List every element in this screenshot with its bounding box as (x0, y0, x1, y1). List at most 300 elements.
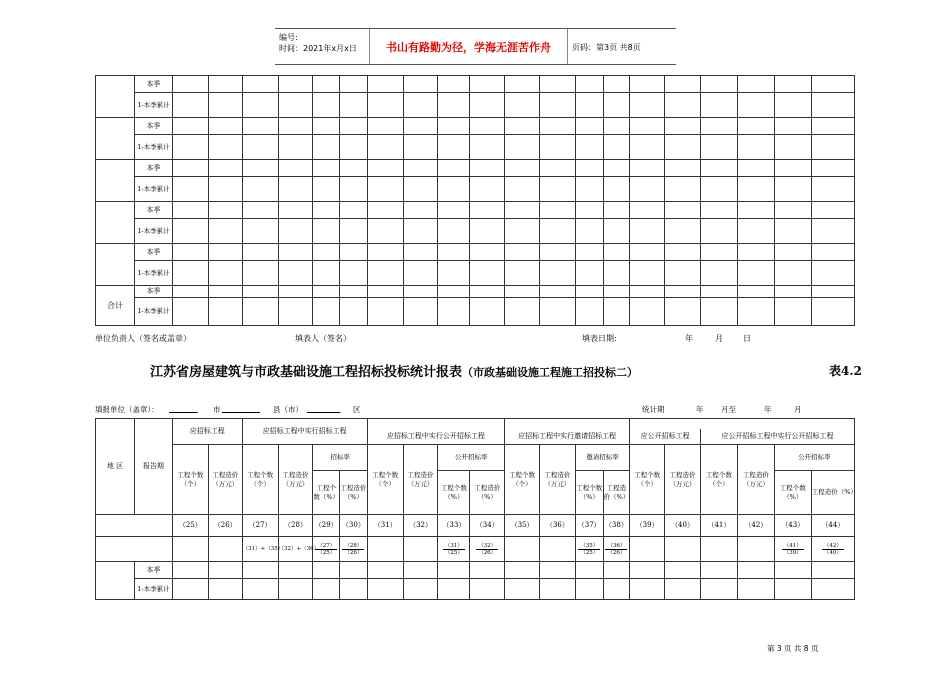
data-cell (367, 177, 403, 202)
data-cell (172, 286, 208, 298)
data-cell (811, 562, 854, 579)
empty-cell (403, 537, 438, 562)
data-cell (278, 579, 313, 600)
data-cell (313, 160, 340, 177)
data-cell (505, 135, 540, 160)
data-cell (470, 202, 505, 219)
data-cell (403, 261, 438, 286)
data-cell (505, 93, 540, 118)
empty-cell (665, 537, 701, 562)
data-cell (811, 135, 854, 160)
data-cell (811, 202, 854, 219)
data-cell (172, 298, 208, 326)
period-this-quarter: 本季 (134, 76, 172, 93)
data-cell (208, 202, 242, 219)
data-cell (774, 177, 811, 202)
data-cell (575, 579, 603, 600)
data-cell (242, 202, 278, 219)
fill-unit: 填报单位（盖章）： (95, 405, 159, 414)
data-cell (470, 135, 505, 160)
data-cell (575, 93, 603, 118)
report-period-header: 报告期 (134, 419, 172, 515)
data-cell (242, 118, 278, 135)
data-cell (340, 76, 368, 93)
data-cell (208, 579, 242, 600)
region-header: 地 区 (96, 419, 135, 515)
col41-header: 工程个数（个） (700, 445, 737, 515)
top-row-cumulative (96, 177, 855, 202)
data-cell (470, 298, 505, 326)
column-code: （43） (774, 515, 811, 537)
data-cell (774, 219, 811, 244)
data-cell (403, 76, 438, 93)
period-cumulative: 1-本季累计 (134, 261, 172, 286)
data-cell (340, 93, 368, 118)
data-cell (539, 286, 575, 298)
page-title (150, 361, 638, 380)
data-cell (630, 219, 665, 244)
data-cell (438, 135, 470, 160)
data-cell (774, 562, 811, 579)
data-cell (539, 219, 575, 244)
col38-header: 工程造价（%） (603, 471, 630, 515)
data-cell (505, 244, 540, 261)
frac-bottom: （25） (444, 549, 463, 556)
code-row-blank (96, 515, 173, 537)
data-cell (539, 298, 575, 326)
header-page: 页码：第3页 共8页 (572, 43, 641, 52)
period-cumulative: 1-本季累计 (134, 93, 172, 118)
frac-bottom: （26） (478, 549, 497, 556)
region-cell (96, 562, 135, 600)
period-this-quarter: 本季 (134, 286, 172, 298)
data-cell (208, 160, 242, 177)
data-cell (630, 135, 665, 160)
data-cell (470, 177, 505, 202)
data-cell (630, 93, 665, 118)
data-cell (313, 219, 340, 244)
data-cell (242, 244, 278, 261)
data-cell (575, 562, 603, 579)
empty-cell (539, 537, 575, 562)
data-cell (242, 160, 278, 177)
data-cell (774, 579, 811, 600)
fraction-33 (438, 537, 470, 562)
data-cell (438, 286, 470, 298)
data-cell (774, 76, 811, 93)
data-cell (367, 76, 403, 93)
data-cell (505, 562, 540, 579)
data-cell (313, 76, 340, 93)
data-cell (811, 177, 854, 202)
data-cell (340, 579, 368, 600)
data-cell (539, 177, 575, 202)
data-cell (470, 244, 505, 261)
data-cell (172, 93, 208, 118)
data-cell (438, 202, 470, 219)
period-cumulative: 1-本季累计 (134, 298, 172, 326)
data-cell (630, 76, 665, 93)
main-table (95, 418, 855, 600)
data-cell (505, 202, 540, 219)
data-cell (208, 118, 242, 135)
unit-head-label: 单位负责人（签名或盖章） (95, 334, 191, 343)
frac-top: （28） (344, 542, 363, 549)
data-cell (403, 202, 438, 219)
data-cell (700, 286, 737, 298)
period-this-quarter: 本季 (134, 118, 172, 135)
data-cell (278, 261, 313, 286)
group-open-bid-spacer (367, 419, 504, 429)
data-cell (470, 118, 505, 135)
data-cell (665, 93, 701, 118)
data-cell (603, 562, 630, 579)
column-code: （33） (438, 515, 470, 537)
data-cell (700, 219, 737, 244)
data-cell (172, 579, 208, 600)
frac-top: （27） (317, 542, 336, 549)
formula-28: （32）+（36） (278, 537, 313, 562)
fill-county: 县（市） (273, 405, 303, 414)
empty-cell (700, 537, 737, 562)
data-cell (172, 135, 208, 160)
data-cell (665, 244, 701, 261)
group-invite-bid: 应招标工程中实行邀请招标工程 (505, 429, 630, 445)
data-cell (603, 93, 630, 118)
data-cell (603, 298, 630, 326)
data-cell (172, 76, 208, 93)
column-code: （28） (278, 515, 313, 537)
region-cell (96, 118, 135, 160)
data-cell (575, 219, 603, 244)
data-cell (278, 244, 313, 261)
group-should-bid: 应招标工程 (172, 419, 242, 445)
column-code: （25） (172, 515, 208, 537)
data-cell (367, 202, 403, 219)
top-row-cumulative (96, 135, 855, 160)
data-cell (505, 261, 540, 286)
data-cell (603, 76, 630, 93)
page-footer: 第 3 页 共 8 页 (767, 644, 819, 653)
data-cell (438, 93, 470, 118)
data-cell (403, 219, 438, 244)
fill-district: 区 (353, 405, 361, 414)
fill-blank-1 (169, 404, 198, 413)
data-cell (313, 177, 340, 202)
column-code: （41） (700, 515, 737, 537)
col31-header: 工程个数（个） (367, 445, 403, 515)
fill-month: 月 (794, 405, 802, 414)
col25-header: 工程个数（个） (172, 445, 208, 515)
data-cell (278, 562, 313, 579)
data-cell (313, 135, 340, 160)
period-this-quarter: 本季 (134, 244, 172, 261)
data-cell (774, 118, 811, 135)
data-cell (539, 202, 575, 219)
data-cell (313, 261, 340, 286)
data-cell (278, 76, 313, 93)
data-cell (665, 579, 701, 600)
data-cell (403, 135, 438, 160)
data-cell (242, 579, 278, 600)
data-cell (811, 160, 854, 177)
data-cell (278, 286, 313, 298)
col44-header: 工程造价（%） (811, 471, 854, 515)
data-cell (700, 261, 737, 286)
region-cell (96, 76, 135, 118)
data-cell (630, 202, 665, 219)
rate-header: 招标率 (313, 445, 367, 471)
data-cell (737, 135, 774, 160)
data-cell (242, 76, 278, 93)
data-cell (811, 579, 854, 600)
data-cell (367, 261, 403, 286)
date-month: 月 (715, 334, 723, 343)
data-cell (603, 202, 630, 219)
data-cell (403, 93, 438, 118)
data-cell (630, 160, 665, 177)
column-code: （31） (367, 515, 403, 537)
top-row-cumulative (96, 261, 855, 286)
data-cell (403, 286, 438, 298)
page-header (275, 28, 676, 65)
data-cell (811, 76, 854, 93)
period-this-quarter: 本季 (134, 562, 172, 579)
data-cell (278, 202, 313, 219)
group-invite-bid-spacer (505, 419, 630, 429)
signature-line (95, 333, 855, 345)
data-cell (367, 298, 403, 326)
data-cell (737, 219, 774, 244)
data-cell (737, 118, 774, 135)
data-cell (700, 579, 737, 600)
fraction-37 (575, 537, 603, 562)
top-row-cumulative (96, 93, 855, 118)
fill-year2: 年 (764, 405, 772, 414)
period-cumulative: 1-本季累计 (134, 135, 172, 160)
data-cell (665, 261, 701, 286)
data-cell (539, 160, 575, 177)
data-cell (665, 286, 701, 298)
data-cell (505, 219, 540, 244)
data-cell (630, 562, 665, 579)
data-cell (665, 202, 701, 219)
column-code: （38） (603, 515, 630, 537)
data-cell (811, 286, 854, 298)
data-cell (172, 160, 208, 177)
top-row-cumulative (96, 219, 855, 244)
header-motto: 书山有路勤为径，学海无涯苦作舟 (370, 29, 568, 64)
title-main: 江苏省房屋建筑与市政基础设施工程招标投标统计报表 (150, 365, 463, 380)
data-cell (665, 562, 701, 579)
top-table (95, 75, 855, 326)
col26-header: 工程造价（万元） (208, 445, 242, 515)
data-cell (208, 177, 242, 202)
data-cell (700, 118, 737, 135)
data-cell (737, 261, 774, 286)
data-cell (340, 261, 368, 286)
data-cell (737, 244, 774, 261)
data-cell (665, 76, 701, 93)
period-cumulative: 1-本季累计 (134, 579, 172, 600)
data-cell (665, 135, 701, 160)
data-cell (367, 135, 403, 160)
data-cell (811, 118, 854, 135)
data-cell (575, 286, 603, 298)
data-cell (438, 219, 470, 244)
col28-header: 工程造价（万元） (278, 445, 313, 515)
data-cell (313, 244, 340, 261)
data-cell (470, 579, 505, 600)
data-cell (737, 202, 774, 219)
data-cell (774, 135, 811, 160)
period-this-quarter: 本季 (134, 202, 172, 219)
data-cell (340, 244, 368, 261)
region-cell: 合计 (96, 286, 135, 326)
data-cell (505, 286, 540, 298)
empty-cell (630, 537, 665, 562)
data-cell (438, 244, 470, 261)
data-cell (603, 135, 630, 160)
frac-bottom: （25） (317, 549, 336, 556)
data-cell (403, 244, 438, 261)
data-cell (575, 177, 603, 202)
data-cell (665, 160, 701, 177)
fill-year: 年 (696, 405, 704, 414)
data-cell (403, 298, 438, 326)
data-cell (737, 93, 774, 118)
column-code: （27） (242, 515, 278, 537)
data-cell (208, 562, 242, 579)
data-cell (470, 219, 505, 244)
data-cell (278, 160, 313, 177)
column-code: （34） (470, 515, 505, 537)
data-cell (313, 562, 340, 579)
col30-header: 工程造价（%） (340, 471, 368, 515)
data-cell (575, 298, 603, 326)
data-cell (700, 562, 737, 579)
open-rate-header-2: 公开招标率 (774, 445, 854, 471)
column-code: （32） (403, 515, 438, 537)
fraction-29 (313, 537, 340, 562)
data-cell (470, 261, 505, 286)
frac-top: （42） (823, 542, 842, 549)
data-cell (172, 219, 208, 244)
data-cell (737, 298, 774, 326)
data-cell (603, 160, 630, 177)
data-cell (278, 177, 313, 202)
data-cell (313, 202, 340, 219)
data-cell (172, 244, 208, 261)
data-cell (539, 118, 575, 135)
data-cell (278, 219, 313, 244)
data-cell (630, 244, 665, 261)
column-code: （29） (313, 515, 340, 537)
fraction-44 (811, 537, 854, 562)
data-cell (208, 286, 242, 298)
data-cell (172, 261, 208, 286)
frac-top: （41） (783, 542, 802, 549)
data-cell (242, 298, 278, 326)
data-cell (340, 286, 368, 298)
data-cell (470, 562, 505, 579)
data-cell (539, 261, 575, 286)
date-day: 日 (743, 334, 751, 343)
group-should-open-spacer (630, 419, 855, 429)
col42-header: 工程造价（万元） (737, 445, 774, 515)
data-cell (172, 562, 208, 579)
data-cell (737, 177, 774, 202)
data-cell (242, 562, 278, 579)
data-cell (575, 202, 603, 219)
filler-label: 填表人（签名） (295, 334, 351, 343)
data-cell (603, 219, 630, 244)
table-number: 表4.2 (829, 364, 862, 378)
data-cell (470, 93, 505, 118)
data-cell (630, 298, 665, 326)
data-cell (700, 135, 737, 160)
data-cell (539, 579, 575, 600)
data-cell (403, 160, 438, 177)
data-cell (630, 177, 665, 202)
data-cell (313, 118, 340, 135)
data-cell (367, 219, 403, 244)
data-cell (367, 286, 403, 298)
data-cell (774, 298, 811, 326)
fraction-30 (340, 537, 368, 562)
data-cell (367, 93, 403, 118)
data-cell (340, 202, 368, 219)
data-cell (340, 298, 368, 326)
data-cell (539, 244, 575, 261)
data-cell (172, 177, 208, 202)
data-cell (575, 135, 603, 160)
code-row (96, 515, 855, 537)
header-info (275, 29, 370, 64)
data-cell (505, 160, 540, 177)
data-cell (505, 579, 540, 600)
top-row-this-quarter (96, 244, 855, 261)
frac-top: （32） (478, 542, 497, 549)
data-cell (811, 298, 854, 326)
data-cell (340, 219, 368, 244)
column-code: （26） (208, 515, 242, 537)
data-cell (242, 93, 278, 118)
col32-header: 工程造价（万元） (403, 445, 438, 515)
data-cell (539, 562, 575, 579)
data-cell (575, 76, 603, 93)
data-cell (438, 177, 470, 202)
group-real-bid: 应招标工程中实行招标工程 (242, 419, 367, 445)
top-row-this-quarter (96, 202, 855, 219)
data-cell (438, 118, 470, 135)
col33-header: 工程个数（%） (438, 471, 470, 515)
data-cell (603, 261, 630, 286)
col39-header: 工程个数（个） (630, 445, 665, 515)
column-code: （42） (737, 515, 774, 537)
data-cell (774, 202, 811, 219)
data-cell (367, 579, 403, 600)
group-open-bid: 应招标工程中实行公开招标工程 (367, 429, 504, 445)
frac-bottom: （39） (783, 549, 802, 556)
data-cell (470, 286, 505, 298)
data-cell (403, 118, 438, 135)
data-cell (208, 135, 242, 160)
data-cell (313, 579, 340, 600)
column-code: （35） (505, 515, 540, 537)
data-cell (367, 160, 403, 177)
data-cell (737, 160, 774, 177)
